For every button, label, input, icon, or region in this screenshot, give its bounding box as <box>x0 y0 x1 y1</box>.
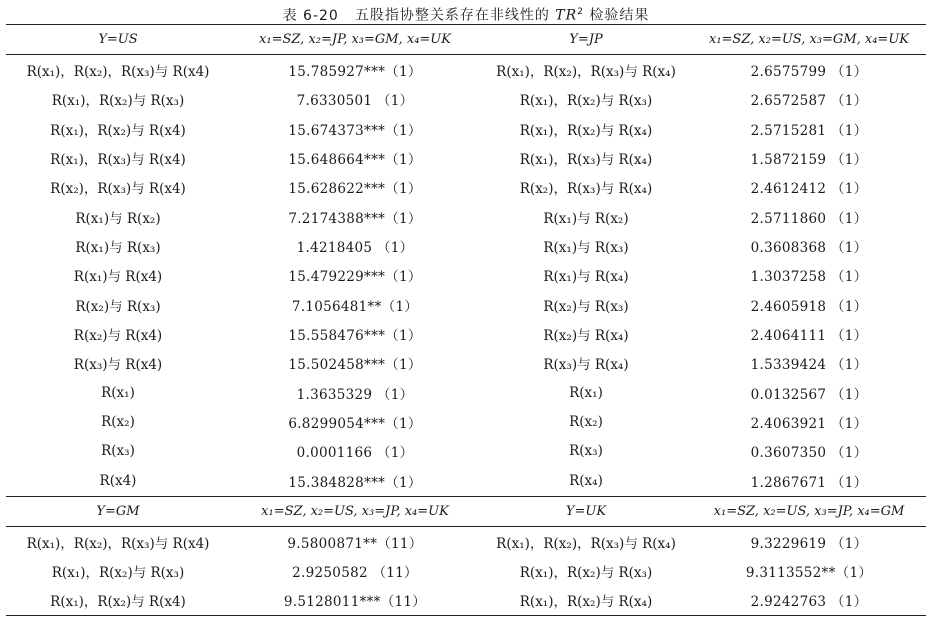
table-row <box>6 202 926 231</box>
regressor-cell: R(x₁)与 R(x₄) <box>543 269 629 286</box>
regressor-cell: R(x₁)，R(x₂)与 R(x₃) <box>519 564 653 581</box>
table-row <box>6 173 926 202</box>
tr2-value-cell: 0.3607350 （1） <box>750 445 868 462</box>
tr2-value-cell: 1.4218405 （1） <box>296 240 414 257</box>
tr2-value-cell: 6.8299054***（1） <box>288 416 422 433</box>
table-row <box>6 114 926 143</box>
tr2-value-cell: 7.2174388***（1） <box>288 210 422 227</box>
regressor-cell: R(x₁)，R(x₂)，R(x₃)与 R(x₄) <box>496 64 676 81</box>
regressor-cell: R(x₁)，R(x₂)与 R(x4) <box>6 586 230 616</box>
regressor-cell: R(x₂)与 R(x₄) <box>543 328 629 345</box>
tr2-value-cell: 2.4064111 （1） <box>750 328 868 345</box>
panel2-header-row <box>6 496 926 526</box>
table-row <box>6 319 926 348</box>
regressor-cell: R(x₂)与 R(x₃) <box>543 298 629 315</box>
tr2-value-cell: 15.479229***（1） <box>288 269 422 286</box>
table-caption <box>0 2 932 22</box>
panel1-header-2: x₁=SZ, x₂=JP, x₃=GM, x₄=UK <box>230 25 480 55</box>
regressor-cell: R(x₂) <box>101 414 135 431</box>
tr2-value-cell: 9.3229619 （1） <box>750 535 868 552</box>
tr2-value-cell: 1.2867671 （1） <box>750 474 868 491</box>
tr2-value-cell: 7.1056481**（1） <box>291 298 419 315</box>
table-row <box>6 466 926 496</box>
tr2-value-cell: 1.3037258 （1） <box>750 269 868 286</box>
regressor-cell: R(x₁)，R(x₂)，R(x₃)与 R(x₄) <box>496 535 676 552</box>
regressor-cell: R(x4) <box>99 472 137 489</box>
tr2-value-cell: 15.785927***（1） <box>288 64 422 81</box>
tr2-value-cell: 15.384828***（1） <box>288 474 422 491</box>
table-row <box>6 378 926 407</box>
table-row <box>6 85 926 114</box>
table-row <box>6 437 926 466</box>
tr2-value-cell: 9.3113552**（1） <box>745 564 873 581</box>
tr2-value-cell: 9.5800871**（11） <box>287 535 423 552</box>
table-row <box>6 290 926 319</box>
tr2-value-cell: 15.502458***（1） <box>288 357 422 374</box>
regressor-cell: R(x₁)与 R(x₃) <box>75 240 161 257</box>
tr2-value-cell: 15.648664***（1） <box>288 152 422 169</box>
regressor-cell: R(x₁)，R(x₃)与 R(x4) <box>50 152 186 169</box>
regressor-cell: R(x₁) <box>569 384 603 401</box>
tr2-value-cell: 9.5128011***（11） <box>230 586 480 616</box>
tr2-value-cell: 2.5715281 （1） <box>750 122 868 139</box>
regressor-cell: R(x₁)与 R(x₂) <box>543 210 629 227</box>
panel2-header-2: x₁=SZ, x₂=US, x₃=JP, x₄=UK <box>230 496 480 526</box>
panel2-header-4: x₁=SZ, x₂=US, x₃=JP, x₄=GM <box>692 496 926 526</box>
tr2-value-cell: 15.628622***（1） <box>288 181 422 198</box>
caption-text-end: 检验结果 <box>583 7 650 24</box>
regressor-cell: R(x₁)，R(x₂)与 R(x4) <box>50 122 186 139</box>
table-number: 表 6-20 <box>282 7 339 24</box>
regressor-cell: R(x₁)，R(x₂)与 R(x₃) <box>51 564 185 581</box>
panel2-header-1: Y=GM <box>6 496 230 526</box>
tr2-test-table <box>6 24 926 616</box>
table-row <box>6 586 926 616</box>
table-body <box>6 25 926 616</box>
regressor-cell: R(x₁)，R(x₂)与 R(x₃) <box>519 93 653 110</box>
tr2-value-cell: 0.3608368 （1） <box>750 240 868 257</box>
regressor-cell: R(x₃)与 R(x4) <box>73 357 163 374</box>
table-row <box>6 526 926 556</box>
tr2-value-cell: 2.4063921 （1） <box>750 416 868 433</box>
panel1-header-1: Y=US <box>6 25 230 55</box>
tr2-value-cell: 2.5711860 （1） <box>750 210 868 227</box>
panel1-header-4: x₁=SZ, x₂=US, x₃=GM, x₄=UK <box>692 25 926 55</box>
table-row <box>6 556 926 585</box>
panel2-header-3: Y=UK <box>480 496 692 526</box>
caption-text: 五股指协整关系存在非线性的 <box>354 7 556 24</box>
regressor-cell: R(x₁) <box>101 384 135 401</box>
tr2-value-cell: 1.3635329 （1） <box>296 386 414 403</box>
table-row <box>6 143 926 172</box>
regressor-cell: R(x₂)，R(x₃)与 R(x4) <box>50 181 186 198</box>
table-row <box>6 261 926 290</box>
caption-superscript: 2 <box>577 7 584 17</box>
tr2-value-cell: 0.0001166 （1） <box>296 445 414 462</box>
table-row <box>6 349 926 378</box>
caption-tr: TR <box>555 7 578 24</box>
regressor-cell: R(x₁)，R(x₂)与 R(x₃) <box>51 93 185 110</box>
tr2-value-cell: 0.0132567 （1） <box>750 386 868 403</box>
panel1-header-row <box>6 25 926 55</box>
regressor-cell: R(x₁)与 R(x₂) <box>75 210 161 227</box>
regressor-cell: R(x₄) <box>569 472 603 489</box>
panel1-header-3: Y=JP <box>480 25 692 55</box>
regressor-cell: R(x₃) <box>101 443 135 460</box>
tr2-value-cell: 2.9250582 （11） <box>292 564 418 581</box>
tr2-value-cell: 15.674373***（1） <box>288 122 422 139</box>
regressor-cell: R(x₂) <box>569 414 603 431</box>
tr2-value-cell: 2.6575799 （1） <box>750 64 868 81</box>
tr2-value-cell: 1.5872159 （1） <box>750 152 868 169</box>
regressor-cell: R(x₁)，R(x₂)，R(x₃)与 R(x4) <box>26 535 210 552</box>
regressor-cell: R(x₁)与 R(x4) <box>73 269 163 286</box>
tr2-value-cell: 15.558476***（1） <box>288 328 422 345</box>
regressor-cell: R(x₃) <box>569 443 603 460</box>
regressor-cell: R(x₂)与 R(x4) <box>73 328 163 345</box>
regressor-cell: R(x₁)，R(x₂)与 R(x₄) <box>480 586 692 616</box>
regressor-cell: R(x₂)，R(x₃)与 R(x₄) <box>519 181 653 198</box>
tr2-value-cell: 2.9242763 （1） <box>692 586 926 616</box>
regressor-cell: R(x₂)与 R(x₃) <box>75 298 161 315</box>
regressor-cell: R(x₃)与 R(x₄) <box>543 357 629 374</box>
regressor-cell: R(x₁)，R(x₂)与 R(x₄) <box>519 122 653 139</box>
tr2-value-cell: 2.4612412 （1） <box>750 181 868 198</box>
tr2-value-cell: 1.5339424 （1） <box>750 357 868 374</box>
regressor-cell: R(x₁)与 R(x₃) <box>543 240 629 257</box>
tr2-value-cell: 7.6330501 （1） <box>296 93 414 110</box>
table-row <box>6 231 926 260</box>
table-row <box>6 407 926 436</box>
tr2-value-cell: 2.4605918 （1） <box>750 298 868 315</box>
table-row <box>6 55 926 85</box>
tr2-value-cell: 2.6572587 （1） <box>750 93 868 110</box>
regressor-cell: R(x₁)，R(x₃)与 R(x₄) <box>519 152 653 169</box>
regressor-cell: R(x₁)，R(x₂)，R(x₃)与 R(x4) <box>26 64 210 81</box>
